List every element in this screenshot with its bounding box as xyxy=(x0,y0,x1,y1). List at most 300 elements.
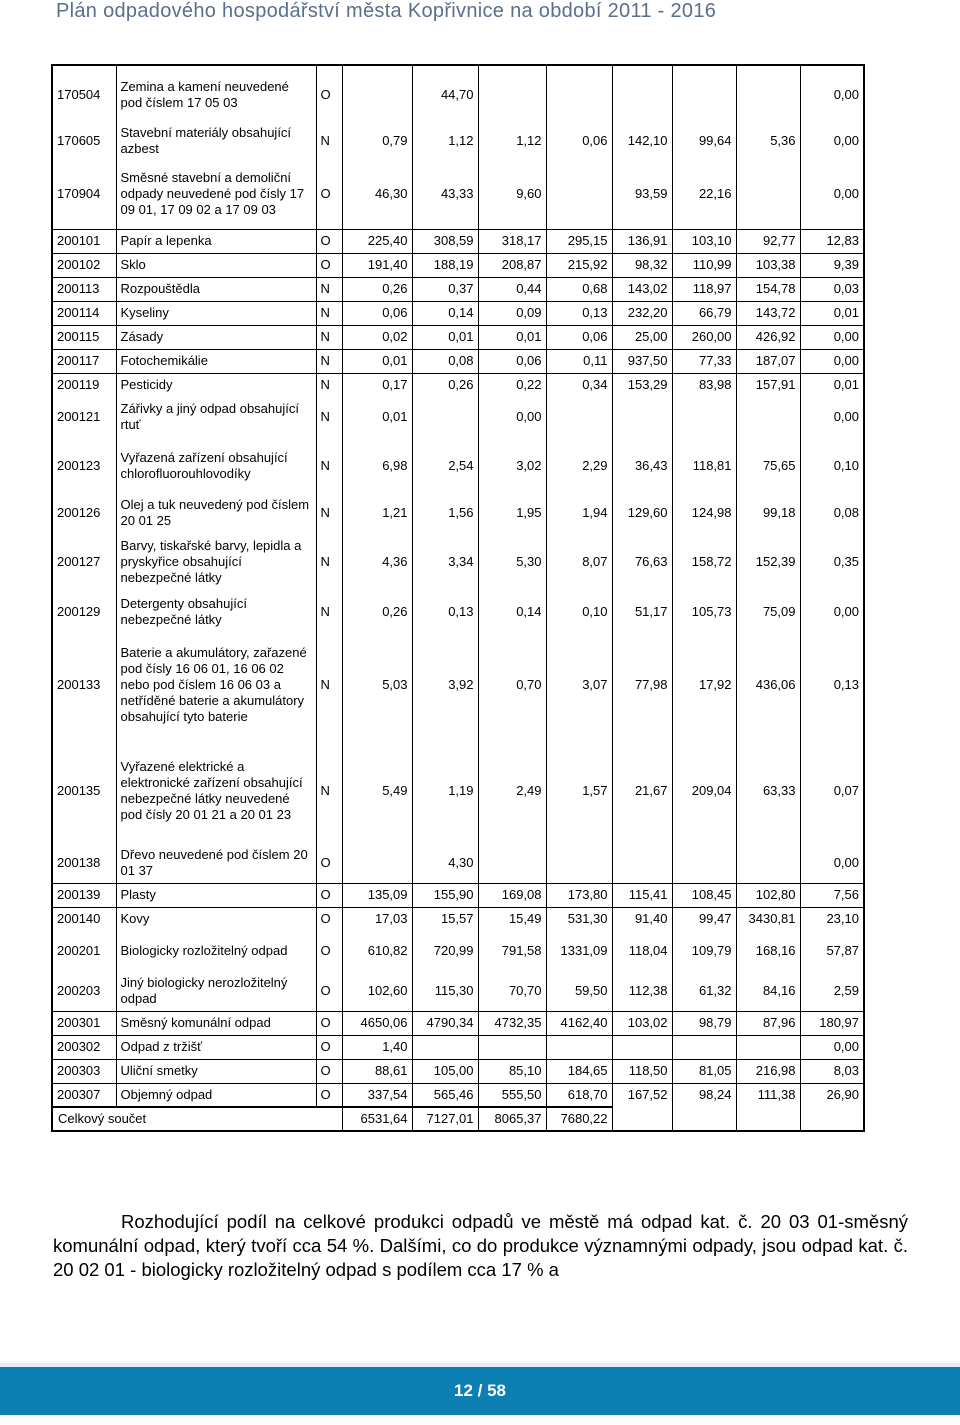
value-cell: 0,08 xyxy=(412,349,478,373)
value-cell: 208,87 xyxy=(478,253,546,277)
waste-name: Stavební materiály obsahující azbest xyxy=(116,123,316,159)
value-cell: 184,65 xyxy=(546,1059,612,1083)
value-cell: 0,13 xyxy=(412,593,478,631)
value-cell: 180,97 xyxy=(800,1011,864,1035)
value-cell: 216,98 xyxy=(736,1059,800,1083)
value-cell: 0,44 xyxy=(478,277,546,301)
value-cell: 337,54 xyxy=(342,1083,412,1107)
value-cell: 99,64 xyxy=(672,123,736,159)
value-cell: 0,00 xyxy=(800,593,864,631)
value-cell: 98,32 xyxy=(612,253,672,277)
waste-code: 200123 xyxy=(52,437,116,495)
value-cell: 426,92 xyxy=(736,325,800,349)
total-value: 8065,37 xyxy=(478,1107,546,1131)
value-cell: 118,50 xyxy=(612,1059,672,1083)
value-cell: 191,40 xyxy=(342,253,412,277)
table-row xyxy=(52,1083,864,1107)
waste-name: Směsné stavební a demoliční odpady neuvedené pod čísly 17 09 01, 17 09 02 a 17 09 03 xyxy=(116,159,316,229)
value-cell: 23,10 xyxy=(800,907,864,931)
value-cell xyxy=(672,843,736,883)
waste-name: Barvy, tiskařské barvy, lepidla a pryskyřice obsahující nebezpečné látky xyxy=(116,531,316,593)
value-cell: 103,10 xyxy=(672,229,736,253)
waste-category: N xyxy=(316,349,342,373)
value-cell: 5,49 xyxy=(342,739,412,843)
waste-category: O xyxy=(316,159,342,229)
waste-category: O xyxy=(316,1083,342,1107)
value-cell: 143,02 xyxy=(612,277,672,301)
table-row xyxy=(52,931,864,971)
value-cell: 158,72 xyxy=(672,531,736,593)
value-cell: 0,09 xyxy=(478,301,546,325)
waste-category: N xyxy=(316,373,342,397)
value-cell: 59,50 xyxy=(546,971,612,1011)
waste-category: N xyxy=(316,397,342,437)
value-cell: 555,50 xyxy=(478,1083,546,1107)
value-cell: 318,17 xyxy=(478,229,546,253)
waste-code: 200139 xyxy=(52,883,116,907)
value-cell: 142,10 xyxy=(612,123,672,159)
table-row xyxy=(52,301,864,325)
value-cell xyxy=(478,1035,546,1059)
value-cell: 25,00 xyxy=(612,325,672,349)
value-cell: 0,00 xyxy=(800,349,864,373)
waste-name: Jiný biologicky nerozložitelný odpad xyxy=(116,971,316,1011)
total-value xyxy=(736,1107,800,1131)
value-cell: 61,32 xyxy=(672,971,736,1011)
value-cell: 98,24 xyxy=(672,1083,736,1107)
value-cell: 173,80 xyxy=(546,883,612,907)
value-cell: 2,59 xyxy=(800,971,864,1011)
table-row xyxy=(52,159,864,229)
value-cell: 1331,09 xyxy=(546,931,612,971)
value-cell: 0,10 xyxy=(800,437,864,495)
waste-category: O xyxy=(316,1011,342,1035)
table-row xyxy=(52,843,864,883)
waste-name: Kyseliny xyxy=(116,301,316,325)
waste-name: Plasty xyxy=(116,883,316,907)
value-cell xyxy=(412,397,478,437)
value-cell: 51,17 xyxy=(612,593,672,631)
waste-code: 170605 xyxy=(52,123,116,159)
value-cell: 0,00 xyxy=(800,159,864,229)
value-cell: 0,00 xyxy=(478,397,546,437)
value-cell: 169,08 xyxy=(478,883,546,907)
table-row xyxy=(52,123,864,159)
waste-category: O xyxy=(316,843,342,883)
waste-name: Fotochemikálie xyxy=(116,349,316,373)
value-cell: 112,38 xyxy=(612,971,672,1011)
value-cell: 4790,34 xyxy=(412,1011,478,1035)
value-cell: 2,49 xyxy=(478,739,546,843)
value-cell xyxy=(546,65,612,123)
value-cell: 4732,35 xyxy=(478,1011,546,1035)
waste-category: N xyxy=(316,495,342,531)
value-cell: 43,33 xyxy=(412,159,478,229)
value-cell: 44,70 xyxy=(412,65,478,123)
value-cell: 610,82 xyxy=(342,931,412,971)
value-cell: 0,02 xyxy=(342,325,412,349)
value-cell xyxy=(546,1035,612,1059)
table-row xyxy=(52,277,864,301)
value-cell: 93,59 xyxy=(612,159,672,229)
value-cell: 0,06 xyxy=(342,301,412,325)
value-cell xyxy=(612,65,672,123)
waste-name: Rozpouštědla xyxy=(116,277,316,301)
value-cell: 105,73 xyxy=(672,593,736,631)
waste-category: N xyxy=(316,739,342,843)
value-cell: 103,38 xyxy=(736,253,800,277)
value-cell: 0,26 xyxy=(412,373,478,397)
value-cell: 152,39 xyxy=(736,531,800,593)
value-cell: 0,26 xyxy=(342,277,412,301)
value-cell xyxy=(546,843,612,883)
waste-name: Pesticidy xyxy=(116,373,316,397)
value-cell: 7,56 xyxy=(800,883,864,907)
waste-code: 200113 xyxy=(52,277,116,301)
value-cell: 103,02 xyxy=(612,1011,672,1035)
value-cell: 0,11 xyxy=(546,349,612,373)
value-cell: 6,98 xyxy=(342,437,412,495)
table-row xyxy=(52,631,864,739)
waste-name: Kovy xyxy=(116,907,316,931)
total-value xyxy=(612,1107,672,1131)
table-row xyxy=(52,437,864,495)
value-cell: 1,21 xyxy=(342,495,412,531)
value-cell: 9,39 xyxy=(800,253,864,277)
value-cell: 154,78 xyxy=(736,277,800,301)
table-row xyxy=(52,1011,864,1035)
table-row xyxy=(52,325,864,349)
total-value xyxy=(672,1107,736,1131)
value-cell: 2,29 xyxy=(546,437,612,495)
total-value: 7127,01 xyxy=(412,1107,478,1131)
waste-name: Vyřazená zařízení obsahující chlorofluorouhlovodíky xyxy=(116,437,316,495)
value-cell: 565,46 xyxy=(412,1083,478,1107)
value-cell: 83,98 xyxy=(672,373,736,397)
value-cell: 118,97 xyxy=(672,277,736,301)
value-cell: 0,06 xyxy=(546,123,612,159)
waste-code: 200127 xyxy=(52,531,116,593)
value-cell: 4162,40 xyxy=(546,1011,612,1035)
waste-code: 200129 xyxy=(52,593,116,631)
waste-code: 200135 xyxy=(52,739,116,843)
value-cell: 76,63 xyxy=(612,531,672,593)
value-cell: 260,00 xyxy=(672,325,736,349)
table-row xyxy=(52,253,864,277)
waste-category: N xyxy=(316,123,342,159)
waste-name: Zářivky a jiný odpad obsahující rtuť xyxy=(116,397,316,437)
value-cell: 232,20 xyxy=(612,301,672,325)
value-cell: 102,60 xyxy=(342,971,412,1011)
value-cell: 124,98 xyxy=(672,495,736,531)
value-cell: 0,79 xyxy=(342,123,412,159)
table-row xyxy=(52,229,864,253)
value-cell: 135,09 xyxy=(342,883,412,907)
value-cell: 57,87 xyxy=(800,931,864,971)
value-cell: 15,57 xyxy=(412,907,478,931)
value-cell: 118,04 xyxy=(612,931,672,971)
value-cell: 157,91 xyxy=(736,373,800,397)
waste-category: N xyxy=(316,277,342,301)
value-cell xyxy=(612,397,672,437)
table-row xyxy=(52,349,864,373)
waste-code: 170504 xyxy=(52,65,116,123)
waste-name: Zásady xyxy=(116,325,316,349)
waste-code: 200303 xyxy=(52,1059,116,1083)
value-cell: 70,70 xyxy=(478,971,546,1011)
value-cell: 0,01 xyxy=(342,397,412,437)
value-cell xyxy=(478,65,546,123)
waste-code: 200117 xyxy=(52,349,116,373)
value-cell: 88,61 xyxy=(342,1059,412,1083)
waste-code: 200101 xyxy=(52,229,116,253)
waste-category: O xyxy=(316,65,342,123)
value-cell: 81,05 xyxy=(672,1059,736,1083)
value-cell: 1,40 xyxy=(342,1035,412,1059)
value-cell: 187,07 xyxy=(736,349,800,373)
value-cell: 0,13 xyxy=(546,301,612,325)
value-cell: 0,34 xyxy=(546,373,612,397)
waste-name: Detergenty obsahující nebezpečné látky xyxy=(116,593,316,631)
waste-code: 200102 xyxy=(52,253,116,277)
value-cell: 0,10 xyxy=(546,593,612,631)
value-cell: 75,65 xyxy=(736,437,800,495)
value-cell: 21,67 xyxy=(612,739,672,843)
waste-category: N xyxy=(316,437,342,495)
waste-code: 200133 xyxy=(52,631,116,739)
waste-category: O xyxy=(316,1035,342,1059)
page-number: 12 / 58 xyxy=(454,1381,506,1400)
value-cell: 1,95 xyxy=(478,495,546,531)
value-cell: 3430,81 xyxy=(736,907,800,931)
value-cell xyxy=(342,843,412,883)
waste-code: 200307 xyxy=(52,1083,116,1107)
table-row xyxy=(52,531,864,593)
waste-code: 200140 xyxy=(52,907,116,931)
value-cell xyxy=(736,397,800,437)
value-cell: 85,10 xyxy=(478,1059,546,1083)
table-row xyxy=(52,1059,864,1083)
value-cell: 36,43 xyxy=(612,437,672,495)
value-cell: 0,00 xyxy=(800,397,864,437)
table-row xyxy=(52,373,864,397)
value-cell: 167,52 xyxy=(612,1083,672,1107)
value-cell xyxy=(672,1035,736,1059)
value-cell: 0,01 xyxy=(412,325,478,349)
waste-name: Vyřazené elektrické a elektronické zařízení obsahující nebezpečné látky neuvedené pod čísly 20 01 21 a 20 01 23 xyxy=(116,739,316,843)
waste-code: 200115 xyxy=(52,325,116,349)
value-cell: 87,96 xyxy=(736,1011,800,1035)
value-cell: 0,07 xyxy=(800,739,864,843)
value-cell xyxy=(612,843,672,883)
total-row xyxy=(52,1107,864,1131)
value-cell: 0,08 xyxy=(800,495,864,531)
table-row xyxy=(52,907,864,931)
value-cell: 1,12 xyxy=(412,123,478,159)
table-row xyxy=(52,495,864,531)
value-cell xyxy=(672,65,736,123)
value-cell: 3,34 xyxy=(412,531,478,593)
value-cell: 5,03 xyxy=(342,631,412,739)
page-header xyxy=(0,0,960,36)
value-cell: 0,01 xyxy=(478,325,546,349)
value-cell: 92,77 xyxy=(736,229,800,253)
value-cell: 8,03 xyxy=(800,1059,864,1083)
waste-category: N xyxy=(316,631,342,739)
waste-code: 200203 xyxy=(52,971,116,1011)
value-cell: 618,70 xyxy=(546,1083,612,1107)
value-cell: 155,90 xyxy=(412,883,478,907)
value-cell xyxy=(546,397,612,437)
waste-code: 200201 xyxy=(52,931,116,971)
value-cell: 0,01 xyxy=(800,301,864,325)
value-cell: 17,03 xyxy=(342,907,412,931)
value-cell: 0,14 xyxy=(478,593,546,631)
value-cell: 0,03 xyxy=(800,277,864,301)
value-cell: 102,80 xyxy=(736,883,800,907)
waste-name: Baterie a akumulátory, zařazené pod čísly 16 06 01, 16 06 02 nebo pod číslem 16 06 03 a netříděné baterie a akumulátory obsahující tyto baterie xyxy=(116,631,316,739)
waste-name: Směsný komunální odpad xyxy=(116,1011,316,1035)
waste-category: O xyxy=(316,1059,342,1083)
value-cell xyxy=(736,159,800,229)
value-cell: 136,91 xyxy=(612,229,672,253)
value-cell: 0,06 xyxy=(546,325,612,349)
waste-code: 200126 xyxy=(52,495,116,531)
value-cell: 84,16 xyxy=(736,971,800,1011)
waste-name: Papír a lepenka xyxy=(116,229,316,253)
value-cell: 188,19 xyxy=(412,253,478,277)
value-cell: 109,79 xyxy=(672,931,736,971)
total-value: 6531,64 xyxy=(342,1107,412,1131)
value-cell: 0,00 xyxy=(800,843,864,883)
table-row xyxy=(52,593,864,631)
waste-category: O xyxy=(316,931,342,971)
value-cell: 5,30 xyxy=(478,531,546,593)
table-row xyxy=(52,883,864,907)
value-cell: 12,83 xyxy=(800,229,864,253)
table-row xyxy=(52,1035,864,1059)
value-cell: 0,35 xyxy=(800,531,864,593)
value-cell: 1,12 xyxy=(478,123,546,159)
value-cell xyxy=(342,65,412,123)
waste-name: Uliční smetky xyxy=(116,1059,316,1083)
table-row xyxy=(52,739,864,843)
value-cell: 110,99 xyxy=(672,253,736,277)
value-cell: 105,00 xyxy=(412,1059,478,1083)
value-cell: 0,00 xyxy=(800,325,864,349)
value-cell: 26,90 xyxy=(800,1083,864,1107)
value-cell xyxy=(736,1035,800,1059)
value-cell: 215,92 xyxy=(546,253,612,277)
value-cell xyxy=(412,1035,478,1059)
value-cell xyxy=(736,843,800,883)
value-cell: 0,06 xyxy=(478,349,546,373)
value-cell: 115,30 xyxy=(412,971,478,1011)
value-cell: 3,07 xyxy=(546,631,612,739)
value-cell: 0,26 xyxy=(342,593,412,631)
value-cell: 46,30 xyxy=(342,159,412,229)
waste-category: O xyxy=(316,883,342,907)
waste-code: 200302 xyxy=(52,1035,116,1059)
value-cell xyxy=(612,1035,672,1059)
value-cell: 1,19 xyxy=(412,739,478,843)
value-cell: 143,72 xyxy=(736,301,800,325)
waste-name: Dřevo neuvedené pod číslem 20 01 37 xyxy=(116,843,316,883)
value-cell: 0,14 xyxy=(412,301,478,325)
summary-paragraph: Rozhodující podíl na celkové produkci odpadů ve městě má odpad kat. č. 20 03 01-směsný komunální odpad, který tvoří cca 54 %. Dalšími, co do produkce významnými odpady, jsou odpad kat. č. 20 02 01 - biologicky rozložitelný odpad s podílem cca 17 % a xyxy=(53,1211,908,1280)
waste-code: 200301 xyxy=(52,1011,116,1035)
value-cell: 15,49 xyxy=(478,907,546,931)
value-cell: 209,04 xyxy=(672,739,736,843)
waste-category: N xyxy=(316,301,342,325)
value-cell xyxy=(736,65,800,123)
value-cell: 9,60 xyxy=(478,159,546,229)
waste-category: O xyxy=(316,907,342,931)
value-cell: 77,33 xyxy=(672,349,736,373)
value-cell: 22,16 xyxy=(672,159,736,229)
value-cell: 3,92 xyxy=(412,631,478,739)
waste-code: 200138 xyxy=(52,843,116,883)
waste-name: Zemina a kamení neuvedené pod číslem 17 05 03 xyxy=(116,65,316,123)
waste-code: 200121 xyxy=(52,397,116,437)
value-cell: 75,09 xyxy=(736,593,800,631)
value-cell: 168,16 xyxy=(736,931,800,971)
value-cell: 118,81 xyxy=(672,437,736,495)
document-title: Plán odpadového hospodářství města Kopřivnice na období 2011 - 2016 xyxy=(56,0,717,22)
value-cell: 4650,06 xyxy=(342,1011,412,1035)
waste-category: N xyxy=(316,325,342,349)
value-cell: 8,07 xyxy=(546,531,612,593)
value-cell: 17,92 xyxy=(672,631,736,739)
value-cell: 531,30 xyxy=(546,907,612,931)
value-cell: 153,29 xyxy=(612,373,672,397)
table-row xyxy=(52,397,864,437)
value-cell: 0,13 xyxy=(800,631,864,739)
value-cell: 0,00 xyxy=(800,123,864,159)
value-cell: 0,68 xyxy=(546,277,612,301)
table-row xyxy=(52,971,864,1011)
waste-name: Olej a tuk neuvedený pod číslem 20 01 25 xyxy=(116,495,316,531)
total-label: Celkový součet xyxy=(52,1107,342,1131)
waste-name: Sklo xyxy=(116,253,316,277)
value-cell: 0,01 xyxy=(800,373,864,397)
value-cell: 99,18 xyxy=(736,495,800,531)
value-cell: 0,37 xyxy=(412,277,478,301)
waste-code: 200114 xyxy=(52,301,116,325)
value-cell: 1,56 xyxy=(412,495,478,531)
table-row xyxy=(52,65,864,123)
value-cell: 791,58 xyxy=(478,931,546,971)
value-cell: 0,70 xyxy=(478,631,546,739)
value-cell: 0,00 xyxy=(800,1035,864,1059)
value-cell: 98,79 xyxy=(672,1011,736,1035)
value-cell xyxy=(672,397,736,437)
waste-category: O xyxy=(316,253,342,277)
waste-category: O xyxy=(316,971,342,1011)
value-cell: 0,17 xyxy=(342,373,412,397)
value-cell: 66,79 xyxy=(672,301,736,325)
value-cell: 115,41 xyxy=(612,883,672,907)
waste-code: 170904 xyxy=(52,159,116,229)
waste-name: Odpad z tržišť xyxy=(116,1035,316,1059)
value-cell xyxy=(478,843,546,883)
value-cell: 4,36 xyxy=(342,531,412,593)
value-cell: 4,30 xyxy=(412,843,478,883)
value-cell: 5,36 xyxy=(736,123,800,159)
value-cell: 0,01 xyxy=(342,349,412,373)
value-cell: 111,38 xyxy=(736,1083,800,1107)
value-cell: 308,59 xyxy=(412,229,478,253)
